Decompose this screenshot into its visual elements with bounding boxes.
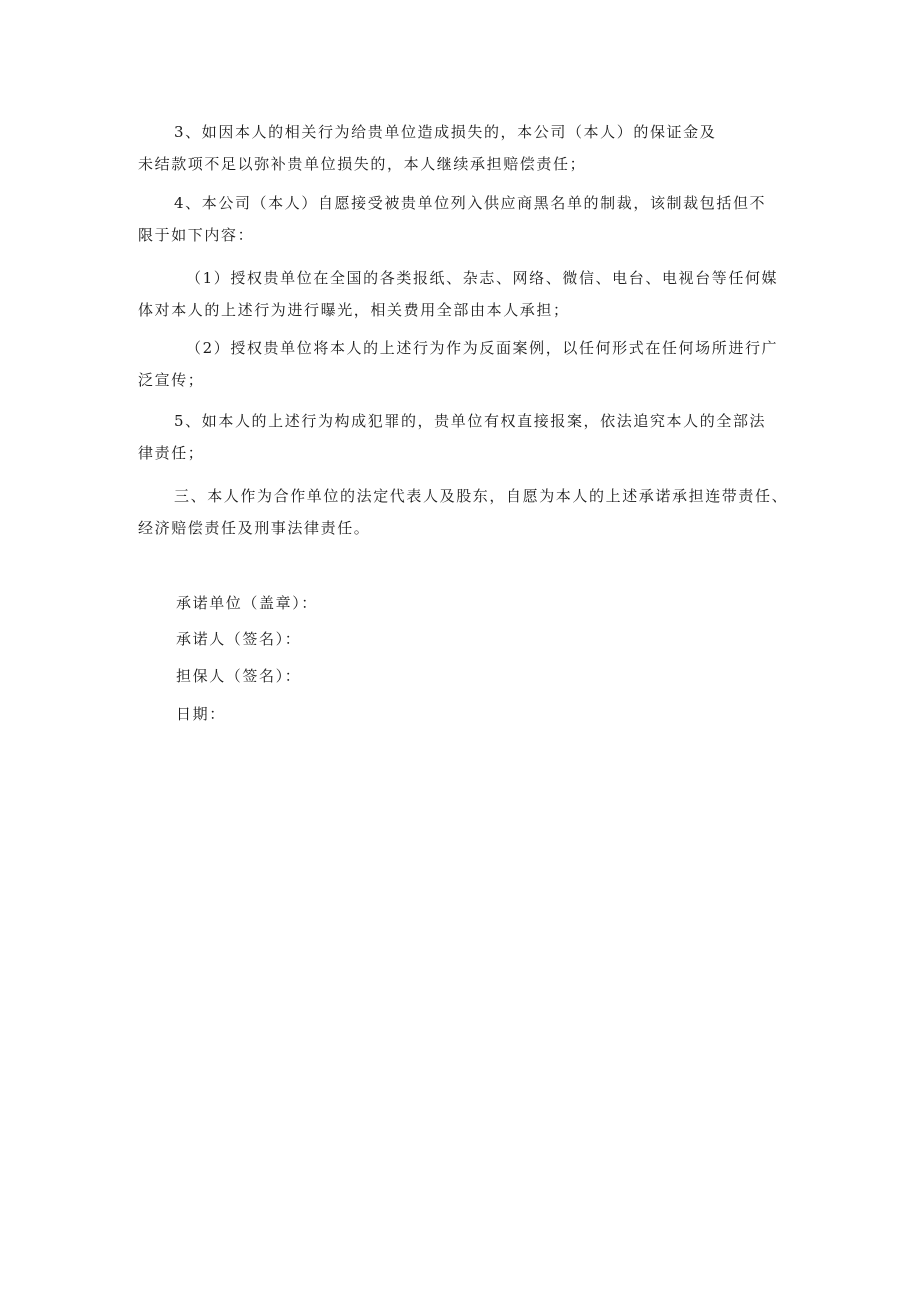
clause-4-item-2 [138, 332, 784, 396]
clause-three-line-1: 三、本人作为合作单位的法定代表人及股东，自愿为本人的上述承诺承担连带责任、 [174, 487, 789, 505]
signature-unit-label: 承诺单位（盖章）： [176, 594, 318, 612]
clause-5 [138, 405, 784, 469]
clause-4-item-2-line-1: （2）授权贵单位将本人的上述行为作为反面案例，以任何形式在任何场所进行广 [186, 339, 779, 357]
signature-promisor-label: 承诺人（签名）： [176, 630, 302, 648]
clause-3-line-1: 3、如因本人的相关行为给贵单位造成损失的，本公司（本人）的保证金及 [174, 123, 717, 141]
clause-4-item-2-line-2: 泛宣传； [138, 371, 205, 389]
clause-4-line-2: 限于如下内容： [138, 226, 255, 244]
clause-4-item-1-line-2: 体对本人的上述行为进行曝光，相关费用全部由本人承担； [138, 301, 570, 319]
clause-3 [138, 116, 784, 180]
clause-4-line-1: 4、本公司（本人）自愿接受被贵单位列入供应商黑名单的制裁，该制裁包括但不 [174, 194, 767, 212]
clause-4-item-1-line-1: （1）授权贵单位在全国的各类报纸、杂志、网络、微信、电台、电视台等任何媒 [186, 269, 779, 287]
clause-3-line-2: 未结款项不足以弥补贵单位损失的，本人继续承担赔偿责任； [138, 155, 587, 173]
clause-three-line-2: 经济赔偿责任及刑事法律责任。 [138, 519, 371, 537]
clause-4-item-1 [138, 262, 784, 326]
clause-three [138, 480, 789, 544]
clause-4 [138, 187, 784, 251]
signature-date-label: 日期： [176, 705, 226, 723]
clause-5-line-1: 5、如本人的上述行为构成犯罪的，贵单位有权直接报案，依法追究本人的全部法 [174, 412, 767, 430]
signature-guarantor-label: 担保人（签名）： [176, 667, 302, 685]
clause-5-line-2: 律责任； [138, 444, 205, 462]
